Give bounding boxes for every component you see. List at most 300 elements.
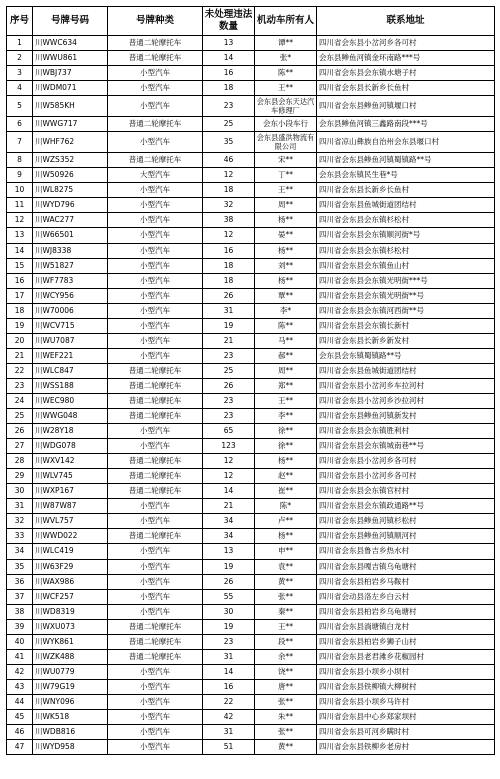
cell-owner: 袁**: [255, 559, 317, 574]
cell-address: 会东县会东镇民生巷*号: [317, 168, 495, 183]
cell-address: 四川省会东县柏岩乡乌龟塘村: [317, 604, 495, 619]
cell-owner: 杨**: [255, 213, 317, 228]
cell-no: 25: [7, 409, 33, 424]
cell-owner: 杨**: [255, 243, 317, 258]
cell-owner: 杨**: [255, 454, 317, 469]
cell-address: 四川省会东县鲹鱼河镇杉松村: [317, 514, 495, 529]
cell-count: 12: [203, 454, 255, 469]
cell-plate: 川WD8319: [33, 604, 108, 619]
cell-address: 四川省会东县会东镇官村村: [317, 484, 495, 499]
cell-type: 普通二轮摩托车: [108, 51, 203, 66]
table-row: [7, 168, 495, 183]
cell-no: 17: [7, 288, 33, 303]
cell-no: 32: [7, 514, 33, 529]
cell-address: 四川省会东县鲁吉乡热水村: [317, 544, 495, 559]
cell-address: 四川省会东县会东镇鱼山村: [317, 258, 495, 273]
cell-no: 28: [7, 454, 33, 469]
cell-no: 37: [7, 589, 33, 604]
cell-plate: 川WCF257: [33, 589, 108, 604]
cell-type: 小型汽车: [108, 709, 203, 724]
cell-count: 12: [203, 168, 255, 183]
cell-no: 18: [7, 303, 33, 318]
cell-type: 小型汽车: [108, 604, 203, 619]
cell-no: 44: [7, 694, 33, 709]
cell-no: 21: [7, 348, 33, 363]
cell-type: 小型汽车: [108, 514, 203, 529]
cell-plate: 川WXV142: [33, 454, 108, 469]
cell-type: 小型汽车: [108, 213, 203, 228]
cell-count: 34: [203, 529, 255, 544]
cell-address: 四川省会东县会东镇水塘子村: [317, 66, 495, 81]
cell-address: 四川省会东县老君滩乡花椒园村: [317, 649, 495, 664]
cell-type: 普通二轮摩托车: [108, 619, 203, 634]
cell-owner: 陈*: [255, 499, 317, 514]
cell-type: 普通二轮摩托车: [108, 409, 203, 424]
table-row: [7, 183, 495, 198]
cell-count: 31: [203, 303, 255, 318]
cell-plate: 川W87W87: [33, 499, 108, 514]
cell-owner: 朱**: [255, 709, 317, 724]
table-row: [7, 273, 495, 288]
cell-type: 小型汽车: [108, 318, 203, 333]
cell-no: 13: [7, 228, 33, 243]
cell-plate: 川W585KH: [33, 96, 108, 117]
cell-owner: 唐**: [255, 679, 317, 694]
cell-type: 小型汽车: [108, 333, 203, 348]
cell-type: 普通二轮摩托车: [108, 649, 203, 664]
cell-count: 21: [203, 333, 255, 348]
cell-address: 会东县鲹鱼河镇三鑫路南段***号: [317, 117, 495, 132]
cell-type: 小型汽车: [108, 228, 203, 243]
cell-address: 四川省会东县会东镇长新村: [317, 318, 495, 333]
cell-plate: 川W50926: [33, 168, 108, 183]
table-row: [7, 589, 495, 604]
cell-no: 40: [7, 634, 33, 649]
cell-owner: 王**: [255, 183, 317, 198]
cell-type: 小型汽车: [108, 679, 203, 694]
cell-owner: 赵**: [255, 469, 317, 484]
cell-type: 小型汽车: [108, 81, 203, 96]
cell-owner: 李*: [255, 303, 317, 318]
cell-count: 31: [203, 649, 255, 664]
cell-address: 四川省会东县长新乡长鱼村: [317, 81, 495, 96]
cell-address: 四川省会东县鲹鱼河镇新发村: [317, 409, 495, 424]
cell-plate: 川WLC847: [33, 363, 108, 378]
table-row: [7, 709, 495, 724]
cell-plate: 川WWC634: [33, 36, 108, 51]
cell-count: 18: [203, 273, 255, 288]
cell-address: 四川省会东县会东镇城南巷**号: [317, 439, 495, 454]
cell-count: 14: [203, 51, 255, 66]
table-row: [7, 664, 495, 679]
cell-no: 29: [7, 469, 33, 484]
cell-no: 3: [7, 66, 33, 81]
cell-no: 22: [7, 363, 33, 378]
cell-plate: 川WWG717: [33, 117, 108, 132]
cell-count: 51: [203, 740, 255, 755]
cell-plate: 川WEC980: [33, 393, 108, 408]
cell-type: 小型汽车: [108, 288, 203, 303]
cell-owner: 王**: [255, 393, 317, 408]
cell-owner: 丁**: [255, 168, 317, 183]
cell-count: 30: [203, 604, 255, 619]
cell-no: 20: [7, 333, 33, 348]
table-row: [7, 499, 495, 514]
table-row: [7, 348, 495, 363]
cell-count: 31: [203, 725, 255, 740]
cell-count: 23: [203, 96, 255, 117]
table-row: [7, 514, 495, 529]
cell-count: 19: [203, 318, 255, 333]
table-row: [7, 529, 495, 544]
cell-plate: 川W63F29: [33, 559, 108, 574]
cell-no: 14: [7, 243, 33, 258]
table-row: [7, 725, 495, 740]
cell-count: 46: [203, 153, 255, 168]
cell-plate: 川WAC277: [33, 213, 108, 228]
cell-no: 30: [7, 484, 33, 499]
cell-address: 四川省会东县中心乡郑家坝村: [317, 709, 495, 724]
cell-address: 四川省会东县会东镇顺河街*号: [317, 228, 495, 243]
cell-type: 小型汽车: [108, 725, 203, 740]
cell-count: 38: [203, 213, 255, 228]
cell-type: 普通二轮摩托车: [108, 634, 203, 649]
cell-owner: 郝**: [255, 348, 317, 363]
cell-owner: 卢**: [255, 514, 317, 529]
cell-no: 45: [7, 709, 33, 724]
cell-no: 6: [7, 117, 33, 132]
cell-plate: 川W28Y18: [33, 424, 108, 439]
table-row: [7, 619, 495, 634]
table-row: [7, 333, 495, 348]
table-row: [7, 51, 495, 66]
cell-no: 15: [7, 258, 33, 273]
cell-address: 四川省会东县会东镇杉松村: [317, 243, 495, 258]
table-row: [7, 153, 495, 168]
cell-plate: 川WNY096: [33, 694, 108, 709]
cell-address: 四川省会东县鲹鱼河镇顺河村: [317, 529, 495, 544]
cell-no: 42: [7, 664, 33, 679]
cell-owner: 杨**: [255, 273, 317, 288]
cell-plate: 川WLV745: [33, 469, 108, 484]
cell-type: 大型汽车: [108, 168, 203, 183]
cell-plate: 川WZS352: [33, 153, 108, 168]
table-row: [7, 132, 495, 153]
cell-address: 四川省会东县小岔河乡各可村: [317, 454, 495, 469]
cell-plate: 川WU7087: [33, 333, 108, 348]
cell-no: 9: [7, 168, 33, 183]
cell-owner: 会东小段车行: [255, 117, 317, 132]
cell-plate: 川WEF221: [33, 348, 108, 363]
cell-plate: 川WJ8338: [33, 243, 108, 258]
table-row: [7, 66, 495, 81]
cell-no: 7: [7, 132, 33, 153]
table-row: [7, 198, 495, 213]
cell-no: 16: [7, 273, 33, 288]
cell-type: 小型汽车: [108, 424, 203, 439]
cell-plate: 川WDM071: [33, 81, 108, 96]
cell-count: 55: [203, 589, 255, 604]
cell-plate: 川WU0779: [33, 664, 108, 679]
cell-plate: 川WCV715: [33, 318, 108, 333]
cell-address: 四川省会东县铁柳乡老房村: [317, 740, 495, 755]
cell-owner: 张**: [255, 694, 317, 709]
cell-owner: 黄**: [255, 740, 317, 755]
table-row: [7, 228, 495, 243]
cell-count: 26: [203, 288, 255, 303]
cell-type: 普通二轮摩托车: [108, 454, 203, 469]
cell-no: 2: [7, 51, 33, 66]
cell-owner: 黄**: [255, 574, 317, 589]
header-type: 号牌种类: [108, 7, 203, 36]
cell-owner: 徐**: [255, 424, 317, 439]
cell-plate: 川WYK861: [33, 634, 108, 649]
cell-owner: 杨**: [255, 529, 317, 544]
cell-type: 小型汽车: [108, 96, 203, 117]
cell-count: 34: [203, 514, 255, 529]
table-row: [7, 378, 495, 393]
table-row: [7, 574, 495, 589]
header-address: 联系地址: [317, 7, 495, 36]
cell-no: 8: [7, 153, 33, 168]
cell-count: 14: [203, 664, 255, 679]
cell-type: 小型汽车: [108, 664, 203, 679]
cell-type: 小型汽车: [108, 258, 203, 273]
cell-address: 四川省会东县小岔河乡沙拉河村: [317, 393, 495, 408]
cell-count: 25: [203, 363, 255, 378]
cell-address: 会东县鲹鱼河镇金环南路***号: [317, 51, 495, 66]
table-row: [7, 484, 495, 499]
header-no: 序号: [7, 7, 33, 36]
cell-plate: 川WVL757: [33, 514, 108, 529]
table-row: [7, 679, 495, 694]
cell-count: 18: [203, 258, 255, 273]
cell-count: 16: [203, 679, 255, 694]
cell-plate: 川WXU073: [33, 619, 108, 634]
cell-type: 普通二轮摩托车: [108, 469, 203, 484]
cell-count: 23: [203, 409, 255, 424]
table-body: [7, 36, 495, 755]
cell-count: 65: [203, 424, 255, 439]
table-row: [7, 439, 495, 454]
cell-no: 31: [7, 499, 33, 514]
cell-owner: 陈**: [255, 318, 317, 333]
cell-plate: 川WWU861: [33, 51, 108, 66]
cell-owner: 陈**: [255, 66, 317, 81]
cell-plate: 川WDB816: [33, 725, 108, 740]
table-header-row: [7, 7, 495, 36]
cell-owner: 王**: [255, 81, 317, 96]
cell-address: 四川省会东县小坝乡马许村: [317, 694, 495, 709]
table-row: [7, 740, 495, 755]
table-row: [7, 318, 495, 333]
table-row: [7, 649, 495, 664]
header-owner: 机动车所有人: [255, 7, 317, 36]
cell-count: 42: [203, 709, 255, 724]
cell-owner: 宋**: [255, 153, 317, 168]
cell-address: 四川省会东县会东镇胜利村: [317, 424, 495, 439]
cell-count: 35: [203, 132, 255, 153]
cell-count: 26: [203, 574, 255, 589]
cell-owner: 刘**: [255, 258, 317, 273]
cell-no: 11: [7, 198, 33, 213]
cell-address: 四川省会东县淌塘镇白龙村: [317, 619, 495, 634]
cell-type: 小型汽车: [108, 499, 203, 514]
cell-type: 小型汽车: [108, 559, 203, 574]
cell-count: 123: [203, 439, 255, 454]
table-row: [7, 258, 495, 273]
cell-count: 21: [203, 499, 255, 514]
cell-type: 普通二轮摩托车: [108, 484, 203, 499]
cell-no: 5: [7, 96, 33, 117]
cell-plate: 川WYD796: [33, 198, 108, 213]
cell-no: 36: [7, 574, 33, 589]
cell-type: 小型汽车: [108, 574, 203, 589]
violation-table: [6, 6, 495, 755]
cell-count: 25: [203, 117, 255, 132]
cell-plate: 川WLC419: [33, 544, 108, 559]
table-row: [7, 604, 495, 619]
cell-plate: 川WDG078: [33, 439, 108, 454]
cell-plate: 川WHF762: [33, 132, 108, 153]
cell-type: 普通二轮摩托车: [108, 529, 203, 544]
cell-no: 26: [7, 424, 33, 439]
cell-type: 普通二轮摩托车: [108, 378, 203, 393]
table-row: [7, 117, 495, 132]
cell-owner: 会东县盛洪物流有限公司: [255, 132, 317, 153]
cell-address: 四川省会东县可河乡瞒时村: [317, 725, 495, 740]
cell-type: 小型汽车: [108, 66, 203, 81]
cell-no: 24: [7, 393, 33, 408]
cell-count: 18: [203, 183, 255, 198]
cell-plate: 川WL8275: [33, 183, 108, 198]
cell-plate: 川W70006: [33, 303, 108, 318]
cell-type: 小型汽车: [108, 303, 203, 318]
table-row: [7, 634, 495, 649]
cell-type: 小型汽车: [108, 183, 203, 198]
cell-type: 普通二轮摩托车: [108, 117, 203, 132]
cell-owner: 余**: [255, 649, 317, 664]
cell-owner: 晏**: [255, 228, 317, 243]
cell-address: 四川省凉山彝族自治州会东县堰口村: [317, 132, 495, 153]
cell-owner: 崔**: [255, 484, 317, 499]
table-row: [7, 213, 495, 228]
cell-no: 38: [7, 604, 33, 619]
table-row: [7, 81, 495, 96]
table-row: [7, 303, 495, 318]
cell-type: 小型汽车: [108, 740, 203, 755]
cell-count: 12: [203, 469, 255, 484]
cell-type: 小型汽车: [108, 273, 203, 288]
cell-count: 19: [203, 559, 255, 574]
violation-table-container: [6, 6, 494, 755]
cell-count: 23: [203, 634, 255, 649]
cell-count: 23: [203, 393, 255, 408]
cell-count: 23: [203, 348, 255, 363]
cell-owner: 马**: [255, 333, 317, 348]
cell-type: 普通二轮摩托车: [108, 363, 203, 378]
cell-no: 46: [7, 725, 33, 740]
cell-address: 四川省会东县小岔河乡车拉河村: [317, 378, 495, 393]
cell-address: 四川省会东县会东镇杉松村: [317, 213, 495, 228]
cell-plate: 川WWG048: [33, 409, 108, 424]
cell-owner: 张**: [255, 725, 317, 740]
cell-type: 小型汽车: [108, 544, 203, 559]
table-row: [7, 409, 495, 424]
cell-address: 四川省会东县嘎吉镇乌龟塘村: [317, 559, 495, 574]
cell-no: 23: [7, 378, 33, 393]
cell-count: 18: [203, 81, 255, 96]
cell-owner: 覃**: [255, 288, 317, 303]
cell-address: 四川省会东县会东镇光明街**号: [317, 288, 495, 303]
cell-owner: 王**: [255, 619, 317, 634]
cell-address: 四川省会东县铁柳镇大柳树村: [317, 679, 495, 694]
cell-count: 12: [203, 228, 255, 243]
cell-address: 会东县会东镇蜀镇路**号: [317, 348, 495, 363]
cell-owner: 徐**: [255, 439, 317, 454]
cell-owner: 李**: [255, 409, 317, 424]
cell-address: 四川省会动县洛左乡白云村: [317, 589, 495, 604]
cell-no: 33: [7, 529, 33, 544]
cell-address: 四川省会东县会东镇河西街**号: [317, 303, 495, 318]
cell-type: 普通二轮摩托车: [108, 153, 203, 168]
cell-owner: 郑**: [255, 378, 317, 393]
cell-type: 小型汽车: [108, 132, 203, 153]
cell-count: 32: [203, 198, 255, 213]
cell-address: 四川省会东县小岔河乡各可村: [317, 36, 495, 51]
cell-address: 四川省会东县柏岩乡狮子山村: [317, 634, 495, 649]
cell-no: 43: [7, 679, 33, 694]
cell-owner: 周**: [255, 198, 317, 213]
cell-address: 四川省会东县鲹鱼河镇堰口村: [317, 96, 495, 117]
cell-type: 小型汽车: [108, 243, 203, 258]
table-row: [7, 694, 495, 709]
cell-address: 四川省会东县小岔河乡各可村: [317, 469, 495, 484]
cell-owner: 谭**: [255, 36, 317, 51]
cell-plate: 川W66501: [33, 228, 108, 243]
cell-owner: 会东县会东天达汽车修理厂: [255, 96, 317, 117]
table-row: [7, 469, 495, 484]
cell-address: 四川省会东县会东镇光明街***号: [317, 273, 495, 288]
cell-no: 12: [7, 213, 33, 228]
cell-type: 小型汽车: [108, 694, 203, 709]
cell-type: 小型汽车: [108, 348, 203, 363]
cell-no: 4: [7, 81, 33, 96]
cell-no: 47: [7, 740, 33, 755]
cell-count: 13: [203, 544, 255, 559]
cell-plate: 川WCY956: [33, 288, 108, 303]
cell-count: 14: [203, 484, 255, 499]
cell-address: 四川省会东县鲹鱼河镇蜀镇路**号: [317, 153, 495, 168]
cell-no: 41: [7, 649, 33, 664]
cell-count: 16: [203, 66, 255, 81]
cell-address: 四川省会东县长新乡长鱼村: [317, 183, 495, 198]
cell-address: 四川省会东县柏岩乡马鞍村: [317, 574, 495, 589]
table-row: [7, 559, 495, 574]
table-row: [7, 36, 495, 51]
table-row: [7, 424, 495, 439]
cell-plate: 川WSS188: [33, 378, 108, 393]
cell-plate: 川W79G19: [33, 679, 108, 694]
header-count: 未处理违法数量: [203, 7, 255, 36]
cell-count: 26: [203, 378, 255, 393]
cell-owner: 申**: [255, 544, 317, 559]
cell-type: 普通二轮摩托车: [108, 36, 203, 51]
table-row: [7, 288, 495, 303]
cell-plate: 川WZK488: [33, 649, 108, 664]
cell-address: 四川省会东县小坝乡小坝村: [317, 664, 495, 679]
cell-owner: 秦**: [255, 604, 317, 619]
